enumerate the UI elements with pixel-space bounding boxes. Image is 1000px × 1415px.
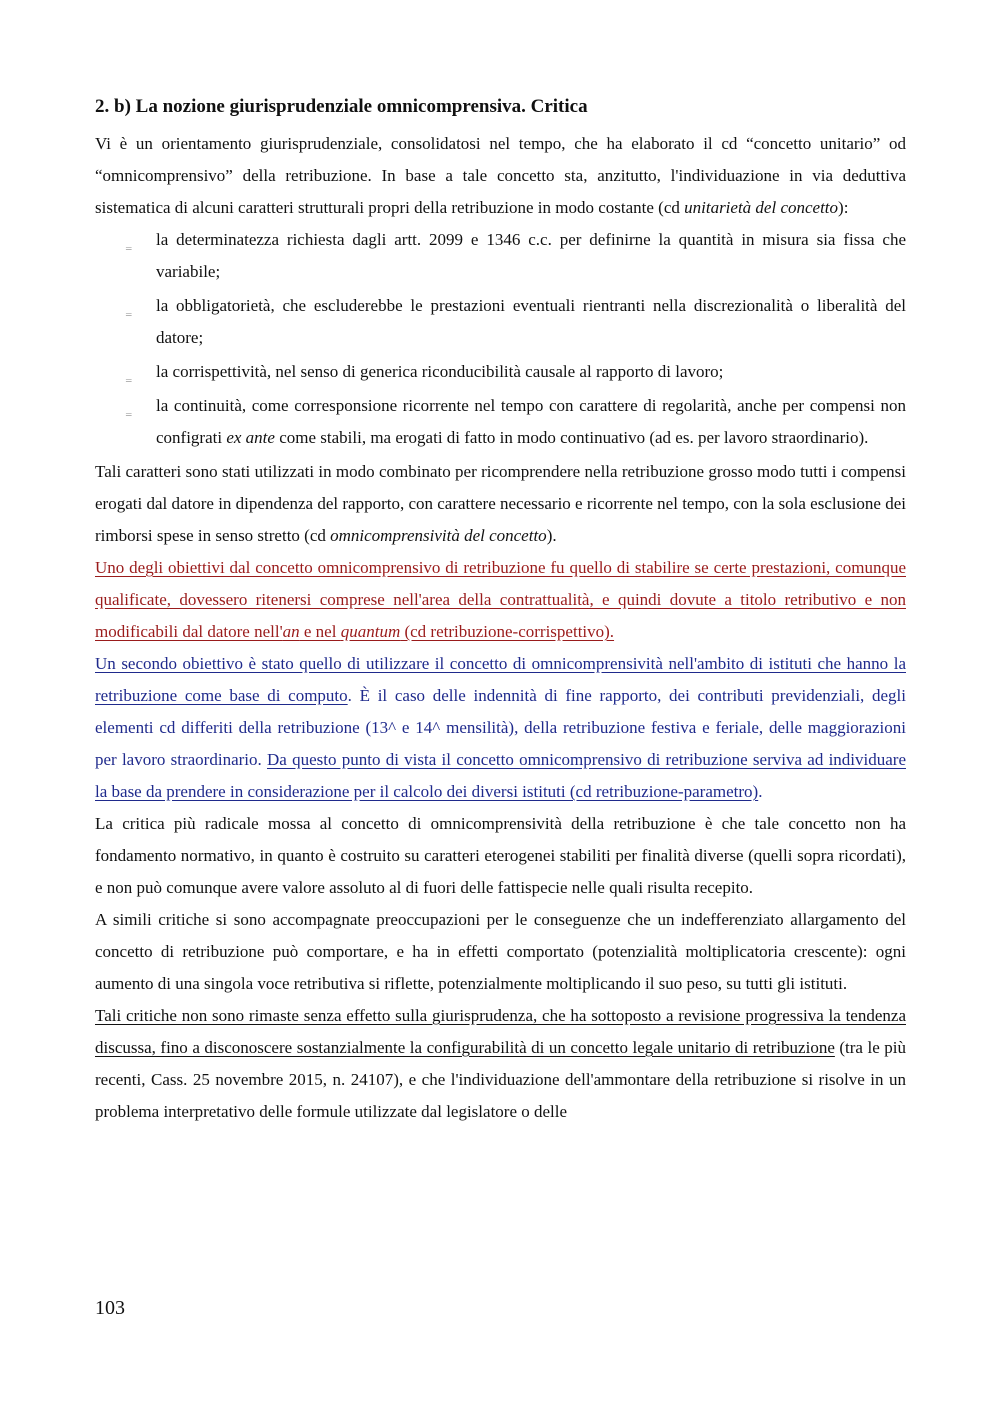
intro-text: Vi è un orientamento giurisprudenziale, consolidatosi nel tempo, che ha elaborato il cd “concetto unitario” od “omnicomprensivo” della retribuzione. In base a tale concetto sta, anzitutto, l'individuazione in via deduttiva sistematica di alcuni caratteri strutturali propri della retribuzione in modo costante (cd bbox=[95, 134, 906, 217]
dash-bullet: ‗ bbox=[126, 238, 132, 250]
dash-bullet: ‗ bbox=[126, 370, 132, 382]
list-item-text: la continuità, come corresponsione ricorrente nel tempo con carattere di regolarità, anche per compensi non configrati bbox=[156, 396, 906, 447]
characteristics-list bbox=[95, 224, 906, 454]
secondo-text: . È il caso delle indennità di fine rapporto, dei contributi previdenziali, degli elementi cd differiti della retribuzione (13^ e 14^ mensilità), della retribuzione festiva e feriale, delle maggiorazioni per lavoro straordinario. bbox=[95, 686, 906, 769]
uno-italic-an: an bbox=[282, 622, 300, 641]
secondo-underlined-2: Da questo punto di vista il concetto omnicomprensivo di retribuzione serviva ad individuare la base da prendere in considerazione per il calcolo dei diversi istituti (cd retribuzione-parametro) bbox=[95, 750, 906, 801]
list-item-text: la obbligatorietà, che escluderebbe le prestazioni eventuali rientranti nella discrezionalità o liberalità del datore; bbox=[156, 296, 906, 347]
list-item bbox=[95, 356, 906, 388]
page-body bbox=[95, 92, 906, 1128]
intro-italic: unitarietà del concetto bbox=[684, 198, 839, 217]
intro-end: ): bbox=[838, 198, 849, 217]
paragraph-final bbox=[95, 1000, 906, 1128]
dash-bullet: ‗ bbox=[126, 304, 132, 316]
paragraph-secondo-blue bbox=[95, 648, 906, 808]
dash-bullet: ‗ bbox=[126, 404, 132, 416]
paragraph-intro bbox=[95, 128, 906, 224]
final-underlined: Tali critiche non sono rimaste senza effetto sulla giurisprudenza, che ha sottoposto a revisione progressiva la tendenza discussa, fino a disconoscere sostanzialmente la configurabilità di un concetto legale unitario di retribuzione bbox=[95, 1006, 906, 1057]
uno-text: Uno degli obiettivi dal concetto omnicomprensivo di retribuzione fu quello di stabilire se certe prestazioni, comunque qualificate, dovessero ritenersi comprese nell'area della contrattualità, e quindi dovute a titolo retributivo e non modificabili dal datore nell' bbox=[95, 558, 906, 641]
tali-end: ). bbox=[546, 526, 557, 545]
list-item bbox=[95, 224, 906, 288]
tali-text: Tali caratteri sono stati utilizzati in modo combinato per ricomprendere nella retribuzione grosso modo tutti i compensi erogati dal datore in dipendenza del rapporto, con carattere necessario e ricorrente nel tempo, con la sola esclusione dei rimborsi spese in senso stretto (cd bbox=[95, 462, 906, 545]
page-number: 103 bbox=[95, 1297, 125, 1319]
paragraph-simili: A simili critiche si sono accompagnate preoccupazioni per le conseguenze che un indefferenziato allargamento del concetto di retribuzione può comportare, e ha in effetti comportato (potenzialità moltiplicatoria crescente): ogni aumento di una singola voce retributiva si riflette, potenzialmente moltiplicando il suo peso, su tutti gli istituti. bbox=[95, 910, 906, 993]
secondo-underlined-1: Un secondo obiettivo è stato quello di utilizzare il concetto di omnicomprensività nell'ambito di istituti che hanno la retribuzione come base di computo bbox=[95, 654, 906, 705]
list-item-text-end: come stabili, ma erogati di fatto in modo continuativo (ad es. per lavoro straordinario). bbox=[274, 428, 869, 447]
list-item bbox=[95, 290, 906, 354]
list-item bbox=[95, 390, 906, 454]
uno-italic-quantum: quantum bbox=[340, 622, 401, 641]
list-item-text: la determinatezza richiesta dagli artt. 2099 e 1346 c.c. per definirne la quantità in misura sia fissa che variabile; bbox=[156, 230, 906, 281]
uno-end: (cd retribuzione-corrispettivo). bbox=[400, 622, 615, 641]
uno-mid: e nel bbox=[299, 622, 341, 641]
paragraph-tali bbox=[95, 456, 906, 552]
paragraph-critica: La critica più radicale mossa al concetto di omnicomprensività della retribuzione è che tale concetto non ha fondamento normativo, in quanto è costruito su caratteri eterogenei stabiliti per finalità diverse (quelli sopra ricordati), e non può comunque avere valore assoluto al di fuori delle fattispecie nelle quali risulta recepito. bbox=[95, 814, 906, 897]
list-item-text: la corrispettività, nel senso di generica riconducibilità causale al rapporto di lavoro; bbox=[156, 362, 724, 381]
paragraph-uno-red bbox=[95, 552, 906, 648]
section-heading: 2. b) La nozione giurisprudenziale omnicomprensiva. Critica bbox=[95, 96, 588, 117]
secondo-end: . bbox=[758, 782, 763, 801]
final-text: (tra le più recenti, Cass. 25 novembre 2015, n. 24107), e che l'individuazione dell'ammontare della retribuzione si risolve in un problema interpretativo delle formule utilizzate dal legislatore o delle bbox=[95, 1038, 907, 1121]
list-item-italic: ex ante bbox=[226, 428, 275, 447]
tali-italic: omnicomprensività del concetto bbox=[330, 526, 547, 545]
